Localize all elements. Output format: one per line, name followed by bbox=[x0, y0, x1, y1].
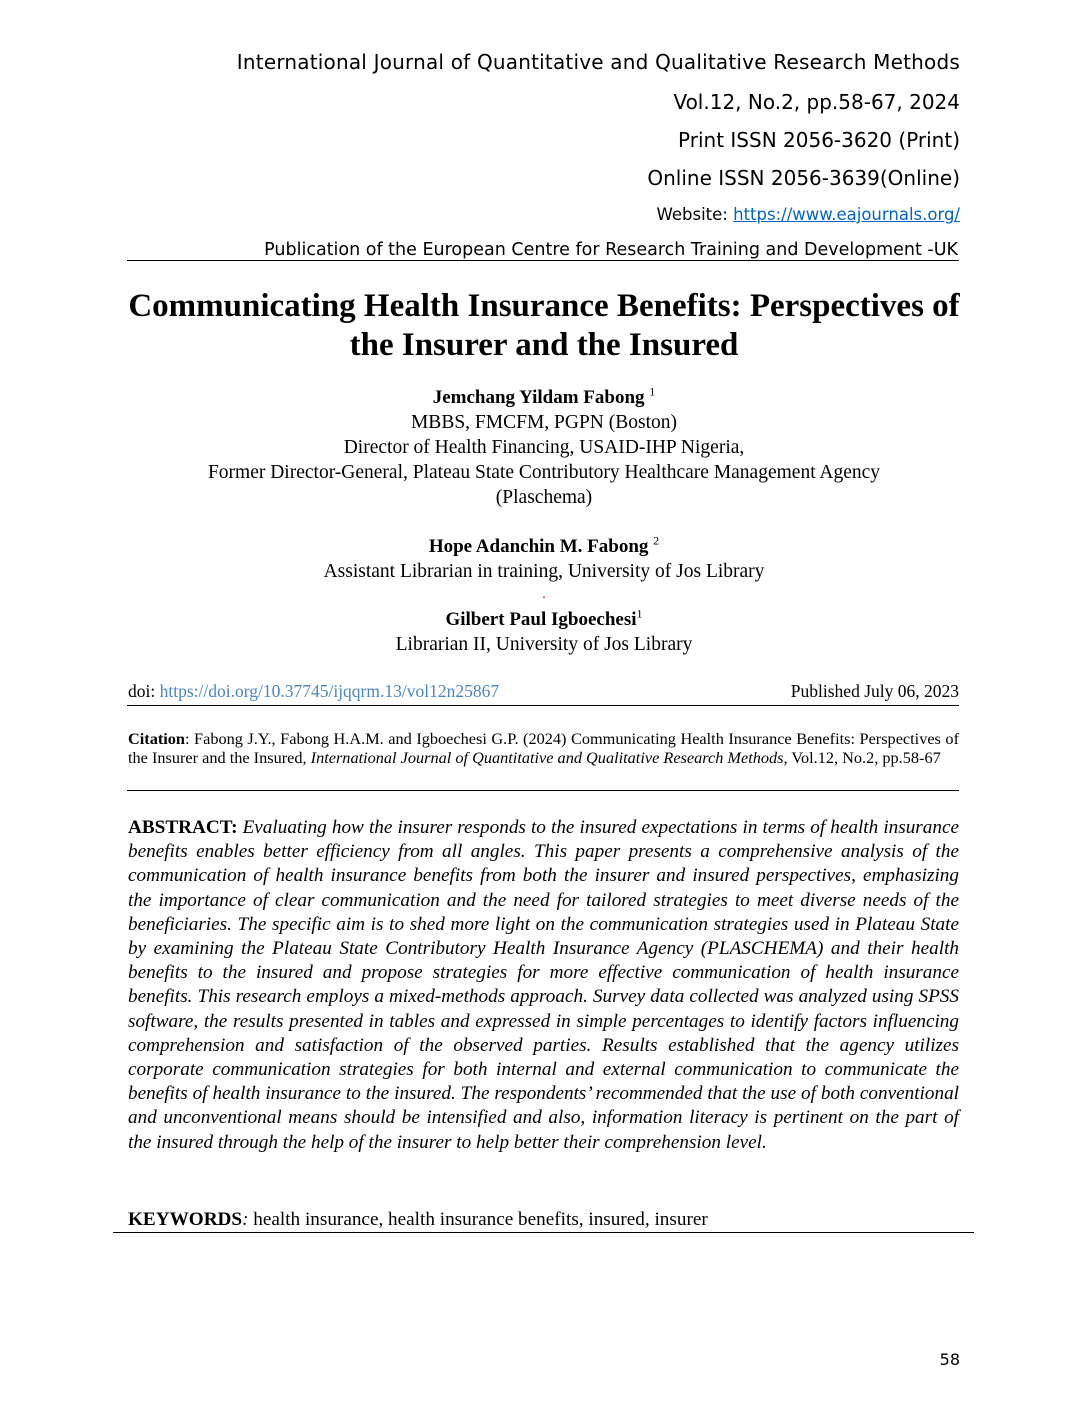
author-affiliation: Librarian II, University of Jos Library bbox=[395, 634, 693, 655]
published-date: Published July 06, 2023 bbox=[790, 681, 959, 701]
online-issn: Online ISSN 2056-3639(Online) bbox=[647, 166, 960, 190]
author-block-2 bbox=[0, 534, 1088, 584]
citation-text: : Fabong J.Y., Fabong H.A.M. and Igboechesi G.P. (2024) Communicating Health Insurance Benefits: Perspectives of the Insurer and the Insured, bbox=[128, 729, 959, 767]
author-block-3 bbox=[0, 607, 1088, 657]
paper-title bbox=[0, 287, 1088, 365]
abstract-text: Evaluating how the insurer responds to the insured expectations in terms of health insurance benefits enables better efficiency from all angles. This paper presents a comprehensive analysis of the communication of health insurance benefits from both the insurer and insured perspectives, emphasizing the importance of clear communication and the need for tailored strategies to meet diverse needs of the beneficiaries. The specific aim is to shed more light on the communication strategies used in Plateau State by examining the Plateau State Contributory Health Insurance Agency (PLASCHEMA) and their health benefits to the insured and propose strategies for more effective communication of health insurance benefits. This research employs a mixed-methods approach. Survey data collected was analyzed using SPSS software, the results presented in tables and expressed in simple percentages to identify factors influencing comprehension and satisfaction of the observed parties. Results established that the agency utilizes corporate communication strategies for both internal and external communication to communicate the benefits of health insurance to the insured. The respondents’ recommended that the use of both conventional and unconventional means should be intensified and also, information literacy is pertinent on the part of the insured through the help of the insurer to help better their comprehension level. bbox=[128, 817, 959, 1153]
author-affiliation: Assistant Librarian in training, University of Jos Library bbox=[323, 561, 765, 582]
volume-info: Vol.12, No.2, pp.58-67, 2024 bbox=[673, 90, 960, 114]
website-line bbox=[657, 205, 960, 224]
author-affiliation: (Plaschema) bbox=[495, 487, 593, 508]
author-affiliation-marker: 1 bbox=[649, 384, 656, 399]
website-label: Website: bbox=[656, 205, 734, 224]
keywords-divider bbox=[113, 1232, 974, 1233]
doi-divider bbox=[127, 705, 959, 706]
citation-journal: International Journal of Quantitative and Qualitative Research Methods, bbox=[310, 748, 788, 767]
citation-tail: Vol.12, No.2, pp.58-67 bbox=[787, 748, 941, 767]
author-name: Hope Adanchin M. Fabong bbox=[428, 536, 654, 557]
abstract-label: ABSTRACT: bbox=[128, 817, 238, 838]
doi-label: doi: bbox=[128, 681, 160, 701]
abstract bbox=[128, 816, 959, 1155]
print-issn: Print ISSN 2056-3620 (Print) bbox=[678, 128, 960, 152]
publisher-line: Publication of the European Centre for Research Training and Development -UK bbox=[264, 240, 958, 260]
citation-label: Citation bbox=[128, 729, 185, 748]
journal-name: International Journal of Quantitative and Qualitative Research Methods bbox=[236, 50, 960, 74]
author-name: Gilbert Paul Igboechesi bbox=[445, 609, 637, 630]
page-number: 58 bbox=[939, 1350, 960, 1369]
title-line-2: the Insurer and the Insured bbox=[349, 327, 739, 363]
citation-divider bbox=[127, 790, 959, 791]
author-affiliation: Former Director-General, Plateau State Contributory Healthcare Management Agency bbox=[207, 462, 881, 483]
website-link[interactable]: https://www.eajournals.org/ bbox=[733, 205, 960, 224]
author-affiliation: Director of Health Financing, USAID-IHP Nigeria, bbox=[343, 437, 745, 458]
doi-link[interactable]: https://doi.org/10.37745/ijqqrm.13/vol12n25867 bbox=[159, 681, 500, 701]
author-block-1 bbox=[0, 385, 1088, 510]
author-credentials: MBBS, FMCFM, PGPN (Boston) bbox=[410, 412, 678, 433]
keywords-text: health insurance, health insurance benefits, insured, insurer bbox=[248, 1209, 708, 1230]
title-line-1: Communicating Health Insurance Benefits: Perspectives of bbox=[128, 288, 960, 324]
keywords-colon: : bbox=[242, 1209, 249, 1230]
author-affiliation-marker: 2 bbox=[653, 533, 660, 548]
author-name: Jemchang Yildam Fabong bbox=[432, 387, 650, 408]
author-affiliation-marker: 1 bbox=[636, 606, 643, 621]
header-divider bbox=[127, 260, 959, 261]
separator-dot: . bbox=[542, 587, 546, 602]
citation bbox=[128, 729, 959, 767]
doi-row bbox=[128, 681, 959, 702]
keywords bbox=[128, 1208, 959, 1232]
keywords-label: KEYWORDS bbox=[128, 1209, 243, 1230]
